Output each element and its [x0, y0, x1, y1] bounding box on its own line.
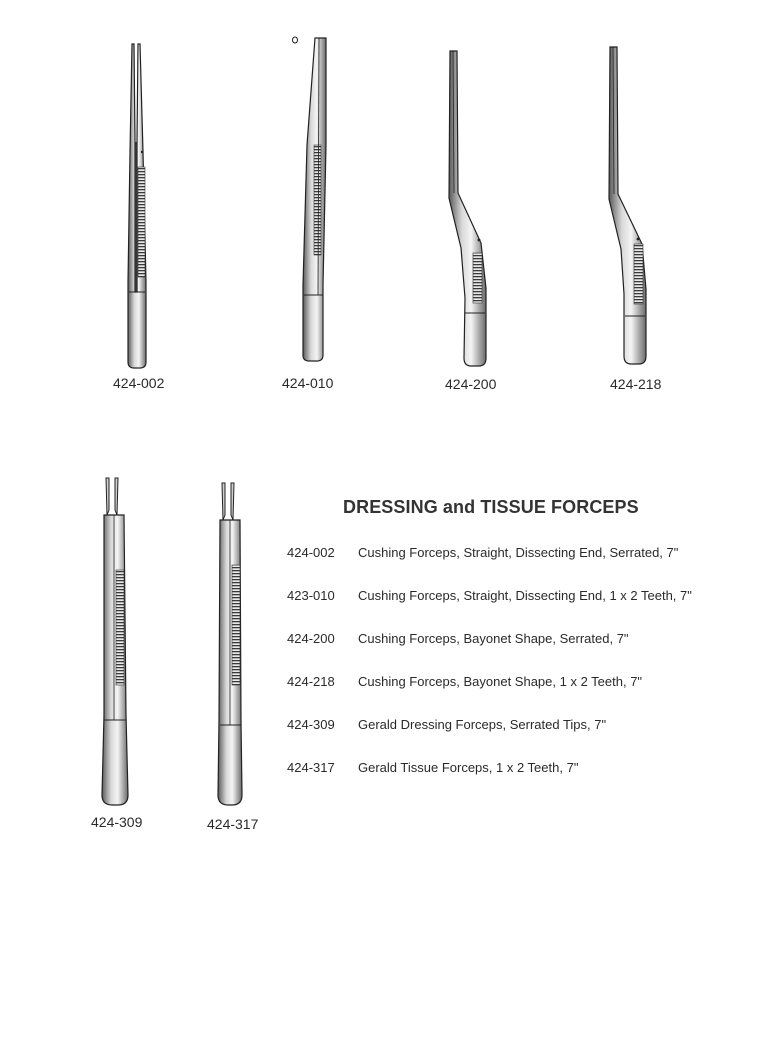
figure-label: 424-309: [91, 814, 143, 830]
figure-label: 424-317: [207, 816, 259, 832]
catalog-code: 424-002: [287, 545, 335, 560]
forceps-illustration-424-218: [606, 44, 656, 369]
forceps-illustration-424-309: [98, 475, 134, 815]
forceps-illustration-424-200: [443, 48, 493, 373]
forceps-illustration-424-002: [122, 42, 152, 372]
catalog-code: 423-010: [287, 588, 335, 603]
catalog-description: Cushing Forceps, Straight, Dissecting End, 1 x 2 Teeth, 7": [358, 588, 692, 603]
figure-label: 424-218: [610, 376, 662, 392]
catalog-code: 424-309: [287, 717, 335, 732]
figure-label: 424-002: [113, 375, 165, 391]
catalog-description: Cushing Forceps, Bayonet Shape, 1 x 2 Teeth, 7": [358, 674, 643, 689]
figure-label: 424-010: [282, 375, 334, 391]
forceps-illustration-424-010: [290, 35, 330, 365]
figure-label: 424-200: [445, 376, 497, 392]
page-title: DRESSING and TISSUE FORCEPS: [343, 497, 639, 517]
catalog-description: Cushing Forceps, Bayonet Shape, Serrated, 7": [358, 631, 629, 646]
catalog-description: Gerald Tissue Forceps, 1 x 2 Teeth, 7": [358, 760, 579, 775]
catalog-code: 424-317: [287, 760, 335, 775]
catalog-description: Cushing Forceps, Straight, Dissecting End, Serrated, 7": [358, 545, 679, 560]
catalog-description: Gerald Dressing Forceps, Serrated Tips, 7": [358, 717, 607, 732]
catalog-code: 424-218: [287, 674, 335, 689]
catalog-code: 424-200: [287, 631, 335, 646]
forceps-illustration-424-317: [213, 480, 249, 810]
